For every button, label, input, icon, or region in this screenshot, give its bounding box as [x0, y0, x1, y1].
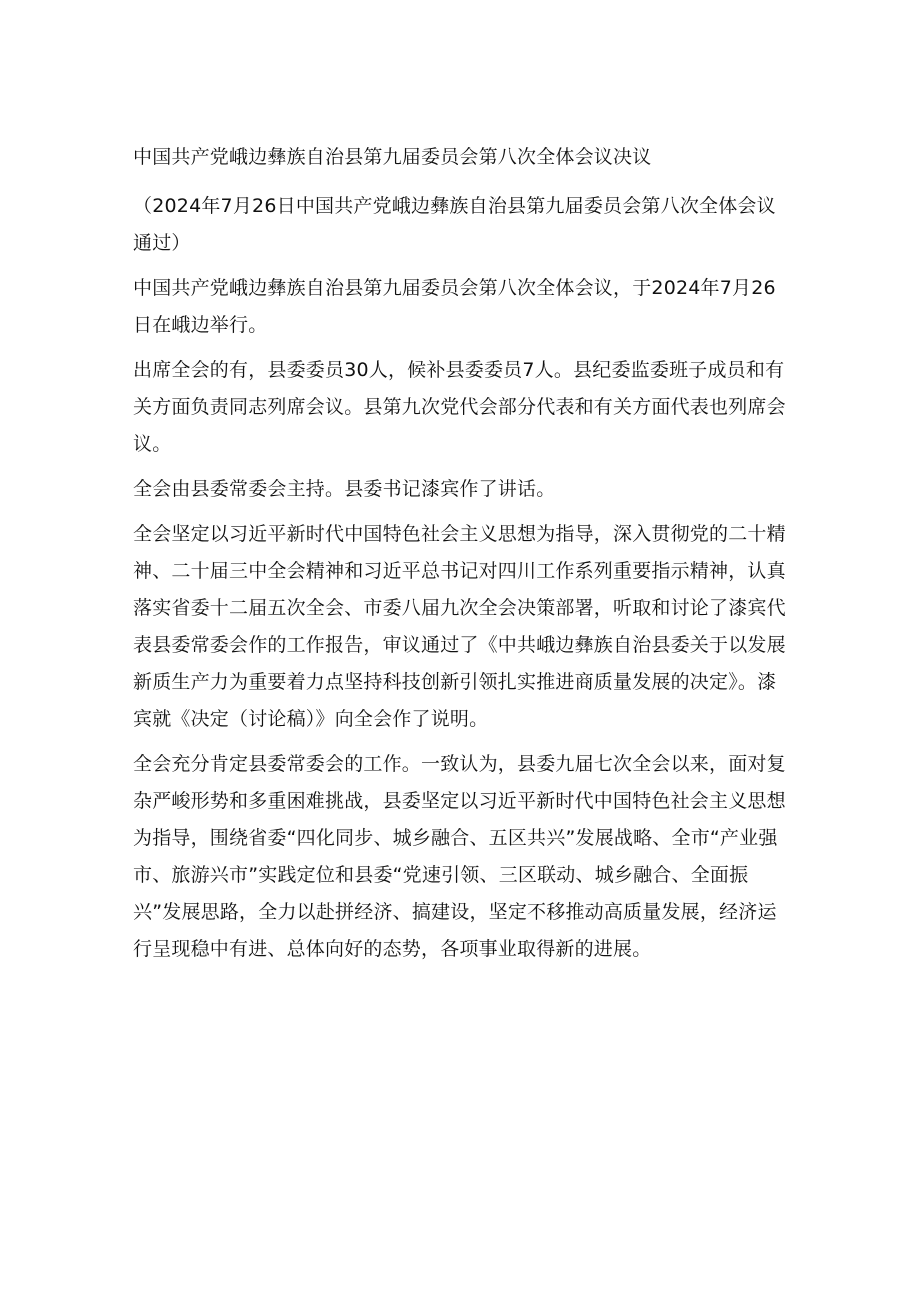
paragraph-host: 全会由县委常委会主持。县委书记漆宾作了讲话。 — [133, 478, 556, 500]
paragraph-affirmation: 全会充分肯定县委常委会的工作。一致认为，县委九届七次全会以来，面对复杂严峻形势和多重困难挑战，县委坚定以习近平新时代中国特色社会主义思想为指导，围绕省委“四化同步、城乡融合、五区共兴”发展战略、全市“产业强市、旅游兴市”实践定位和县委“党速引领、三区联动、城乡融合、全面振兴”发展思路，全力以赴拼经济、搞建设，坚定不移推动高质量发展，经济运行呈现稳中有进、总体向好的态势，各项事业取得新的进展。 — [133, 753, 786, 960]
paragraph-meeting-date: 中国共产党峨边彝族自治县第九届委员会第八次全体会议，于2024年7月26日在峨边举行。 — [133, 277, 776, 336]
document-body — [133, 140, 793, 976]
paragraph-guidance: 全会坚定以习近平新时代中国特色社会主义思想为指导，深入贯彻党的二十精神、二十届三中全会精神和习近平总书记对四川工作系列重要指示精神，认真落实省委十二届五次全会、市委八届九次全会决策部署，听取和讨论了漆宾代表县委常委会作的工作报告，审议通过了《中共峨边彝族自治县委关于以发展新质生产力为重要着力点坚持科技创新引领扎实推进商质量发展的决定》。漆宾就《决定（讨论稿）》向全会作了说明。 — [133, 523, 786, 730]
document-title: 中国共产党峨边彝族自治县第九届委员会第八次全体会议决议 — [133, 146, 652, 168]
adoption-note: （2024年7月26日中国共产党峨边彝族自治县第九届委员会第八次全体会议通过） — [133, 195, 776, 254]
paragraph-attendance: 出席全会的有，县委委员30人，候补县委委员7人。县纪委监委班子成员和有关方面负责同志列席会议。县第九次党代会部分代表和有关方面代表也列席会议。 — [133, 359, 786, 455]
